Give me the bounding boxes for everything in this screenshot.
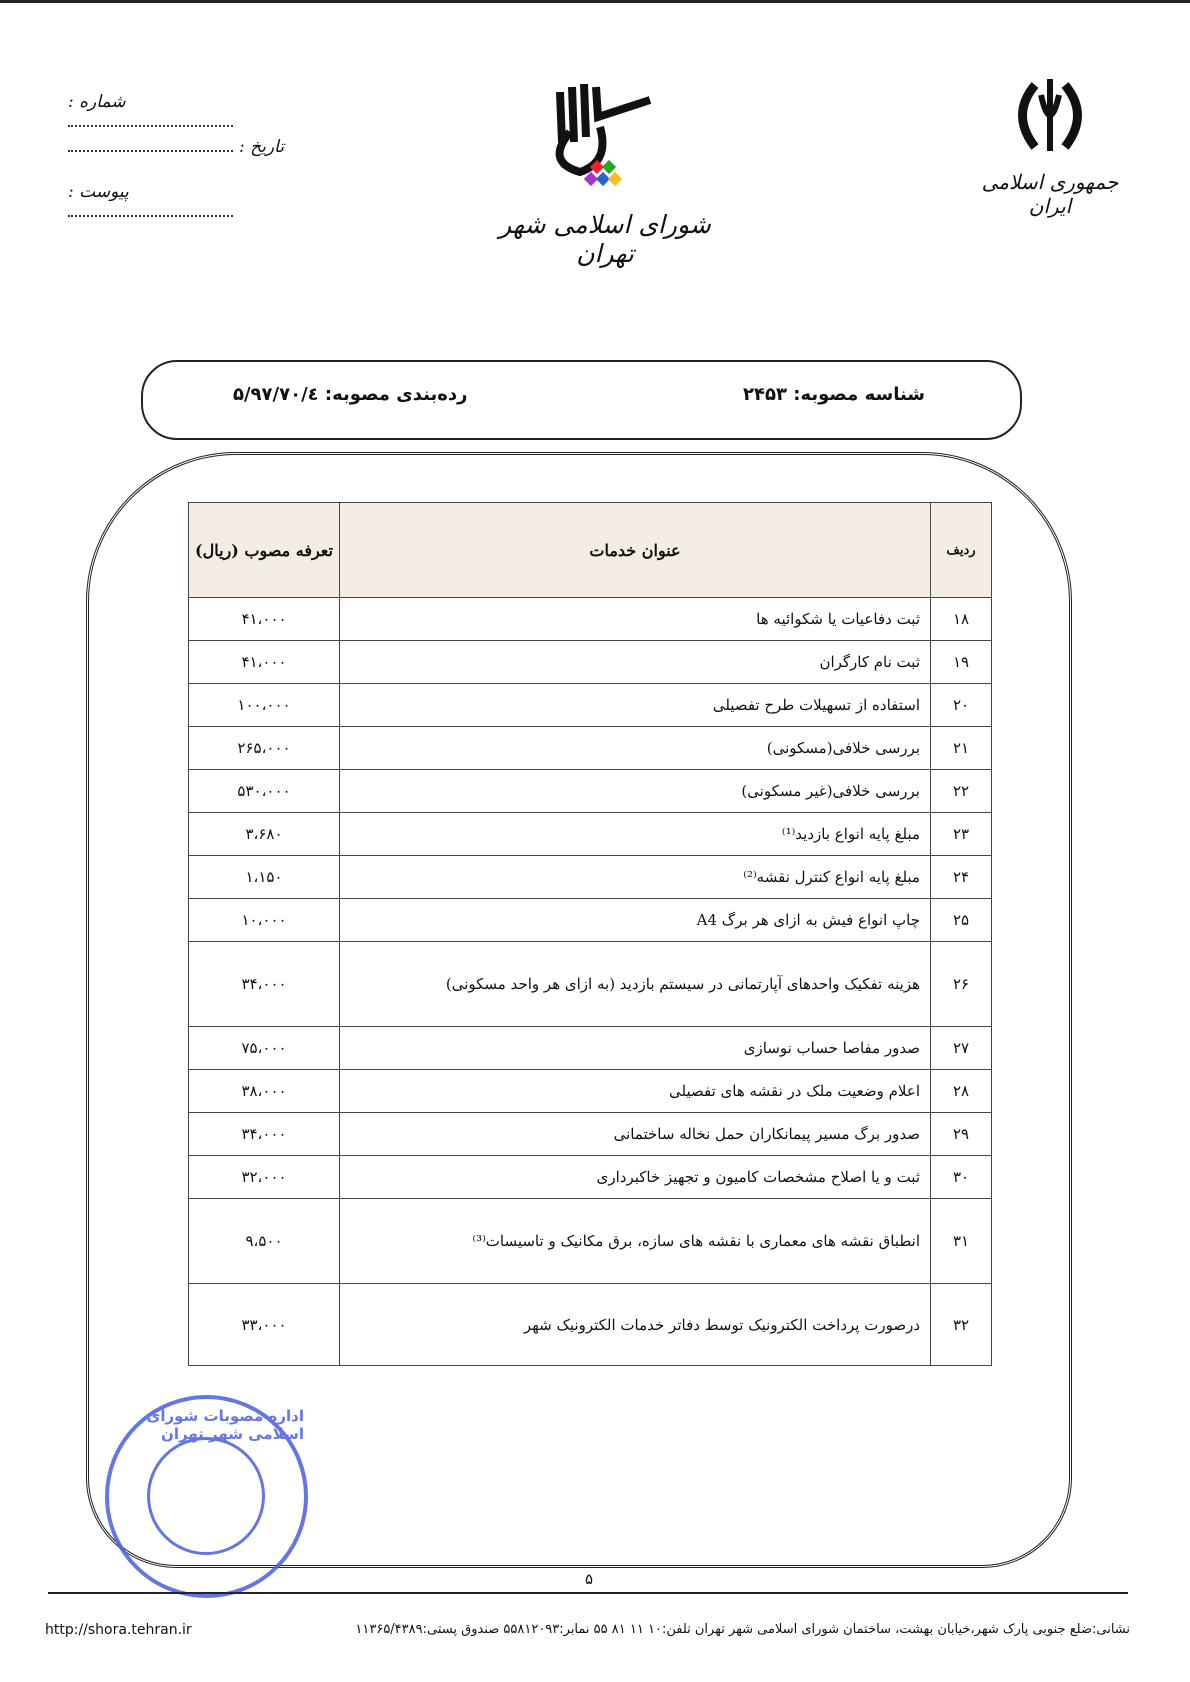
header-title: عنوان خدمات (340, 503, 931, 598)
footer-url[interactable]: http://shora.tehran.ir (45, 1622, 192, 1638)
tariff-value: ۹،۵۰۰ (189, 1199, 340, 1284)
service-title: انطباق نقشه های معماری با نقشه های سازه، برق مکانیک و تاسیسات⁽³⁾ (340, 1199, 931, 1284)
service-title: ثبت دفاعیات یا شکوائیه ها (340, 598, 931, 641)
row-number: ۲۲ (931, 770, 992, 813)
footer-address: نشانی:ضلع جنوبی پارک شهر،خیابان بهشت، ساختمان شورای اسلامی شهر تهران تلفن:۱۰ ۱۱ ۸۱ ۵۵ نمابر:۵۵۸۱۲۰۹۳ صندوق پستی:۱۱۳۶۵/۴۳۸۹ (355, 1622, 1130, 1637)
row-number: ۲۹ (931, 1113, 992, 1156)
table-row (189, 1113, 992, 1156)
table-row (189, 942, 992, 1027)
service-title: بررسی خلافی(غیر مسکونی) (340, 770, 931, 813)
iran-emblem-icon (1005, 75, 1095, 155)
scan-edge (0, 0, 1190, 3)
tariff-value: ۷۵،۰۰۰ (189, 1027, 340, 1070)
tariff-table (188, 502, 992, 1366)
service-title: اعلام وضعیت ملک در نقشه های تفصیلی (340, 1070, 931, 1113)
official-stamp (105, 1395, 308, 1598)
row-number: ۱۹ (931, 641, 992, 684)
service-title: درصورت پرداخت الکترونیک توسط دفاتر خدمات الکترونیک شهر (340, 1284, 931, 1366)
stamp-text: اداره مصوبات شورای اسلامی شهر تهران (146, 1407, 304, 1443)
table-row (189, 1199, 992, 1284)
resolution-info-box (141, 360, 1022, 440)
table-row (189, 641, 992, 684)
service-title: مبلغ پایه انواع کنترل نقشه⁽²⁾ (340, 856, 931, 899)
service-title: هزینه تفکیک واحدهای آپارتمانی در سیستم بازدید (به ازای هر واحد مسکونی) (340, 942, 931, 1027)
resolution-class: رده‌بندی مصوبه: ۵/۹۷/۷۰/٤ (233, 384, 468, 405)
header-price: تعرفه مصوب (ریال) (189, 503, 340, 598)
row-number: ۲۶ (931, 942, 992, 1027)
tariff-value: ۵۳۰،۰۰۰ (189, 770, 340, 813)
row-number: ۲۷ (931, 1027, 992, 1070)
row-number: ۲۴ (931, 856, 992, 899)
country-label: جمهوری اسلامی ایران (981, 170, 1119, 218)
tariff-value: ۱۰۰،۰۰۰ (189, 684, 340, 727)
tariff-value: ۱،۱۵۰ (189, 856, 340, 899)
table-row (189, 1156, 992, 1199)
tariff-value: ۳،۶۸۰ (189, 813, 340, 856)
attachment-field: پیوست : (68, 182, 288, 222)
tariff-value: ۲۶۵،۰۰۰ (189, 727, 340, 770)
row-number: ۳۰ (931, 1156, 992, 1199)
resolution-id: شناسه مصوبه: ۲۴۵۳ (743, 384, 925, 405)
table-row (189, 727, 992, 770)
page-number: ۵ (585, 1570, 594, 1588)
service-title: صدور برگ مسیر پیمانکاران حمل نخاله ساختمانی (340, 1113, 931, 1156)
stamp-logo-icon (147, 1437, 265, 1555)
number-field: شماره : (68, 92, 288, 132)
row-number: ۲۰ (931, 684, 992, 727)
row-number: ۲۱ (931, 727, 992, 770)
tariff-value: ۳۴،۰۰۰ (189, 1113, 340, 1156)
service-title: مبلغ پایه انواع بازدید⁽¹⁾ (340, 813, 931, 856)
row-number: ۲۵ (931, 899, 992, 942)
service-title: ثبت نام کارگران (340, 641, 931, 684)
council-name: شورای اسلامی شهر تهران (499, 210, 711, 268)
row-number: ۱۸ (931, 598, 992, 641)
row-number: ۲۸ (931, 1070, 992, 1113)
table-row (189, 813, 992, 856)
service-title: چاپ انواع فیش به ازای هر برگ A4 (340, 899, 931, 942)
row-number: ۲۳ (931, 813, 992, 856)
council-logo-icon (540, 72, 680, 212)
service-title: استفاده از تسهیلات طرح تفصیلی (340, 684, 931, 727)
service-title: صدور مفاصا حساب نوسازی (340, 1027, 931, 1070)
table-row (189, 684, 992, 727)
table-row (189, 1027, 992, 1070)
table-row (189, 1070, 992, 1113)
tariff-value: ۴۱،۰۰۰ (189, 598, 340, 641)
table-row (189, 1284, 992, 1366)
tariff-value: ۳۲،۰۰۰ (189, 1156, 340, 1199)
tariff-value: ۱۰،۰۰۰ (189, 899, 340, 942)
tariff-value: ۳۸،۰۰۰ (189, 1070, 340, 1113)
table-row (189, 856, 992, 899)
date-field: تاریخ : (68, 137, 288, 157)
service-title: بررسی خلافی(مسکونی) (340, 727, 931, 770)
header-rank: ردیف (931, 503, 992, 598)
tariff-value: ۴۱،۰۰۰ (189, 641, 340, 684)
row-number: ۳۱ (931, 1199, 992, 1284)
service-title: ثبت و یا اصلاح مشخصات کامیون و تجهیز خاکبرداری (340, 1156, 931, 1199)
table-row (189, 598, 992, 641)
footer-divider (48, 1592, 1128, 1594)
tariff-value: ۳۳،۰۰۰ (189, 1284, 340, 1366)
row-number: ۳۲ (931, 1284, 992, 1366)
tariff-value: ۳۴،۰۰۰ (189, 942, 340, 1027)
table-row (189, 770, 992, 813)
table-row (189, 899, 992, 942)
